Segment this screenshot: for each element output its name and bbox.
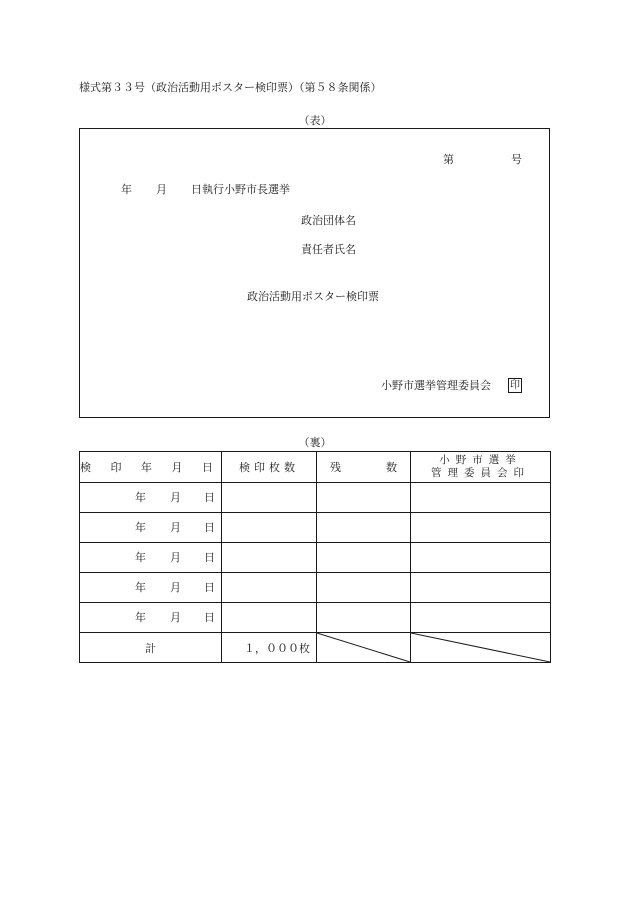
seal-cell [411, 573, 551, 603]
election-description: 日執行小野市長選挙 [191, 183, 290, 196]
year-label: 年 [135, 521, 146, 534]
form-title: 様式第３３号（政治活動用ポスター検印票）（第５８条関係） [79, 81, 382, 94]
table-row [80, 513, 551, 543]
date-cell [80, 483, 222, 513]
count-cell [222, 603, 317, 633]
remaining-cell [317, 603, 411, 633]
remaining-total-cell [317, 633, 411, 663]
month-label: 月 [170, 551, 181, 564]
seal-cell [411, 603, 551, 633]
month-label: 月 [170, 491, 181, 504]
table-header-row [80, 452, 551, 483]
table-row [80, 573, 551, 603]
col-header-count: 検印枚数 [222, 452, 317, 483]
year-label: 年 [135, 611, 146, 624]
col-header-date: 検 印 年 月 日 [80, 452, 222, 483]
front-section [79, 128, 550, 418]
date-cell [80, 513, 222, 543]
date-cell [80, 603, 222, 633]
front-caption: （表） [298, 114, 332, 127]
col-header-remaining-b: 数 [386, 461, 397, 474]
remaining-cell [317, 483, 411, 513]
month-label: 月 [170, 581, 181, 594]
col-header-remaining [317, 452, 411, 483]
total-row [80, 633, 551, 663]
day-label: 日 [204, 521, 215, 534]
count-cell [222, 573, 317, 603]
day-label: 日 [204, 551, 215, 564]
table-row [80, 543, 551, 573]
remaining-cell [317, 543, 411, 573]
total-count: １，０００枚 [222, 633, 317, 663]
day-label: 日 [204, 491, 215, 504]
count-cell [222, 543, 317, 573]
election-month-label: 月 [156, 183, 167, 196]
seal-cell [411, 543, 551, 573]
table-row [80, 483, 551, 513]
remaining-cell [317, 513, 411, 543]
diagonal-slash [317, 633, 410, 662]
front-heading: 政治活動用ポスター検印票 [247, 290, 379, 303]
year-label: 年 [135, 551, 146, 564]
month-label: 月 [170, 611, 181, 624]
count-cell [222, 513, 317, 543]
col-header-remaining-a: 残 [330, 461, 341, 474]
day-label: 日 [204, 581, 215, 594]
number-label: 第 [443, 153, 454, 166]
seal-mark: 印 [510, 380, 520, 391]
rep-name-label: 責任者氏名 [301, 243, 356, 256]
seal-cell [411, 513, 551, 543]
count-cell [222, 483, 317, 513]
election-year-label: 年 [121, 183, 132, 196]
inspection-record-table [79, 451, 551, 663]
col-header-seal-line2: 管理委員会印 [431, 467, 530, 479]
date-cell [80, 573, 222, 603]
diagonal-slash [411, 633, 550, 662]
col-header-seal [411, 452, 551, 483]
number-suffix: 号 [511, 153, 522, 166]
year-label: 年 [135, 491, 146, 504]
back-caption: （裏） [298, 436, 332, 449]
org-name-label: 政治団体名 [301, 214, 356, 227]
col-header-seal-line1: 小野市選挙 [439, 454, 522, 467]
total-label: 計 [80, 633, 222, 663]
year-label: 年 [135, 581, 146, 594]
table-row [80, 603, 551, 633]
month-label: 月 [170, 521, 181, 534]
seal-total-cell [411, 633, 551, 663]
issuer-name: 小野市選挙管理委員会 [381, 379, 491, 392]
day-label: 日 [204, 611, 215, 624]
date-cell [80, 543, 222, 573]
remaining-cell [317, 573, 411, 603]
seal-box [508, 378, 522, 393]
seal-cell [411, 483, 551, 513]
